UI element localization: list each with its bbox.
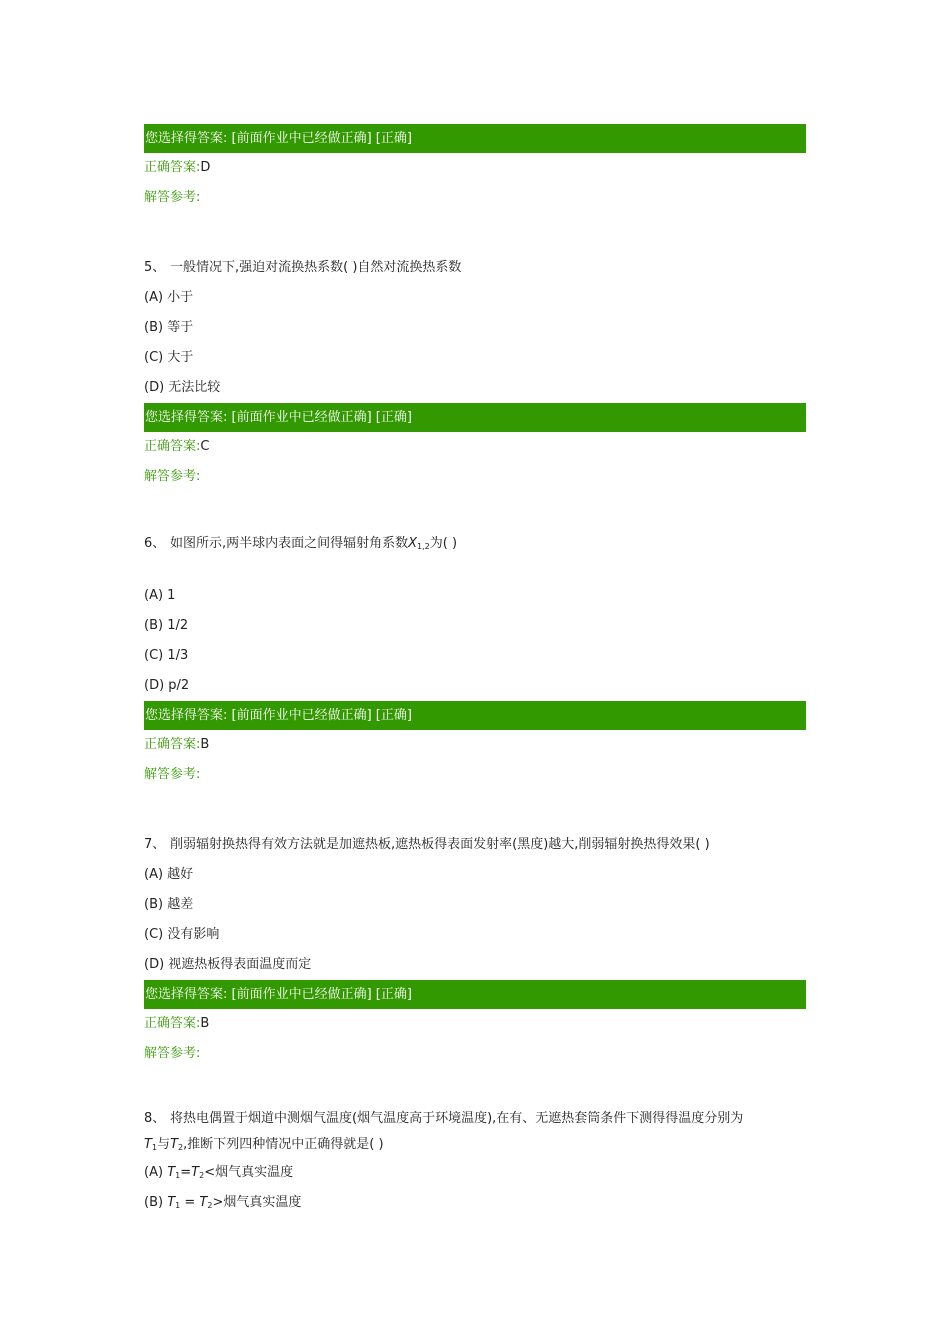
option-b-relation: >烟气真实温度 xyxy=(212,1195,302,1210)
option-a-prefix: (A) xyxy=(144,1165,164,1180)
option-b xyxy=(144,1188,806,1218)
symbol-t: T xyxy=(191,1165,200,1180)
option-a: (A) 1 xyxy=(144,588,176,603)
symbol-x: X xyxy=(408,536,418,551)
correct-answer-label: 正确答案: xyxy=(144,439,201,454)
symbol-t: T xyxy=(144,1137,152,1152)
question-7 xyxy=(144,830,806,1069)
symbol-t: T xyxy=(167,1195,176,1210)
symbol-subscript: 1,2 xyxy=(417,542,430,551)
question-number: 6、 xyxy=(144,536,166,551)
question-text-line1: 将热电偶置于烟道中测烟气温度(烟气温度高于环境温度),在有、无遮热套筒条件下测得得温度分别为 xyxy=(170,1111,744,1126)
question-stem xyxy=(144,1106,806,1132)
question-stem xyxy=(144,529,806,559)
selected-answer-bar: 您选择得答案: [前面作业中已经做正确] [正确] xyxy=(144,980,806,1009)
correct-answer-value: D xyxy=(200,160,211,175)
selected-answer-bar: 您选择得答案: [前面作业中已经做正确] [正确] xyxy=(144,403,806,432)
question-text: 一般情况下,强迫对流换热系数( )自然对流换热系数 xyxy=(170,260,462,275)
selected-answer-bar: 您选择得答案: [前面作业中已经做正确] [正确] xyxy=(144,701,806,730)
question-number: 8、 xyxy=(144,1111,166,1126)
question-4-answer-block xyxy=(144,124,806,213)
correct-answer xyxy=(144,432,806,462)
answer-reference: 解答参考: xyxy=(144,469,201,484)
option-b: (B) 等于 xyxy=(144,320,194,335)
question-text-b: 为( ) xyxy=(429,536,458,551)
symbol-subscript-2: 2 xyxy=(207,1201,213,1210)
option-c: (C) 没有影响 xyxy=(144,927,220,942)
correct-answer-label: 正确答案: xyxy=(144,160,201,175)
option-d: (D) 无法比较 xyxy=(144,380,221,395)
answer-reference: 解答参考: xyxy=(144,1046,201,1061)
selected-answer-bar: 您选择得答案: [前面作业中已经做正确] [正确] xyxy=(144,124,806,153)
symbol-t: T xyxy=(199,1195,208,1210)
question-number: 7、 xyxy=(144,837,166,852)
correct-answer-label: 正确答案: xyxy=(144,1016,201,1031)
symbol-subscript-2: 2 xyxy=(178,1143,184,1152)
question-stem-line2 xyxy=(144,1132,806,1158)
correct-answer-value: B xyxy=(200,737,210,752)
option-c: (C) 大于 xyxy=(144,350,194,365)
option-d: (D) p/2 xyxy=(144,678,190,693)
question-5 xyxy=(144,253,806,492)
question-stem xyxy=(144,830,806,860)
correct-answer xyxy=(144,1009,806,1039)
correct-answer-label: 正确答案: xyxy=(144,737,201,752)
option-b: (B) 1/2 xyxy=(144,618,189,633)
question-6 xyxy=(144,529,806,790)
option-a xyxy=(144,1158,806,1188)
and-text: 与 xyxy=(157,1137,171,1152)
correct-answer xyxy=(144,153,806,183)
symbol-t: T xyxy=(167,1165,176,1180)
correct-answer-value: C xyxy=(200,439,210,454)
question-8 xyxy=(144,1106,806,1218)
option-a-relation: <烟气真实温度 xyxy=(204,1165,294,1180)
question-text-line2: ,推断下列四种情况中正确得就是( ) xyxy=(183,1137,384,1152)
option-a: (A) 小于 xyxy=(144,290,194,305)
option-a: (A) 越好 xyxy=(144,867,194,882)
option-b: (B) 越差 xyxy=(144,897,194,912)
answer-reference: 解答参考: xyxy=(144,767,201,782)
figure-spacer xyxy=(144,559,806,581)
question-text-a: 如图所示,两半球内表面之间得辐射角系数 xyxy=(170,536,409,551)
symbol-subscript-1: 1 xyxy=(151,1143,158,1152)
equals-sign: = xyxy=(180,1195,200,1210)
equals-sign: = xyxy=(180,1165,192,1180)
question-stem xyxy=(144,253,806,283)
answer-reference: 解答参考: xyxy=(144,190,201,205)
symbol-t: T xyxy=(170,1137,179,1152)
option-d: (D) 视遮热板得表面温度而定 xyxy=(144,957,312,972)
correct-answer-value: B xyxy=(200,1016,210,1031)
option-b-prefix: (B) xyxy=(144,1195,164,1210)
question-number: 5、 xyxy=(144,260,166,275)
symbol-subscript-1: 1 xyxy=(175,1171,181,1180)
symbol-subscript-1: 1 xyxy=(175,1201,181,1210)
question-text: 削弱辐射换热得有效方法就是加遮热板,遮热板得表面发射率(黑度)越大,削弱辐射换热得效果( ) xyxy=(170,837,710,852)
correct-answer xyxy=(144,730,806,760)
option-c: (C) 1/3 xyxy=(144,648,189,663)
symbol-subscript-2: 2 xyxy=(199,1171,205,1180)
